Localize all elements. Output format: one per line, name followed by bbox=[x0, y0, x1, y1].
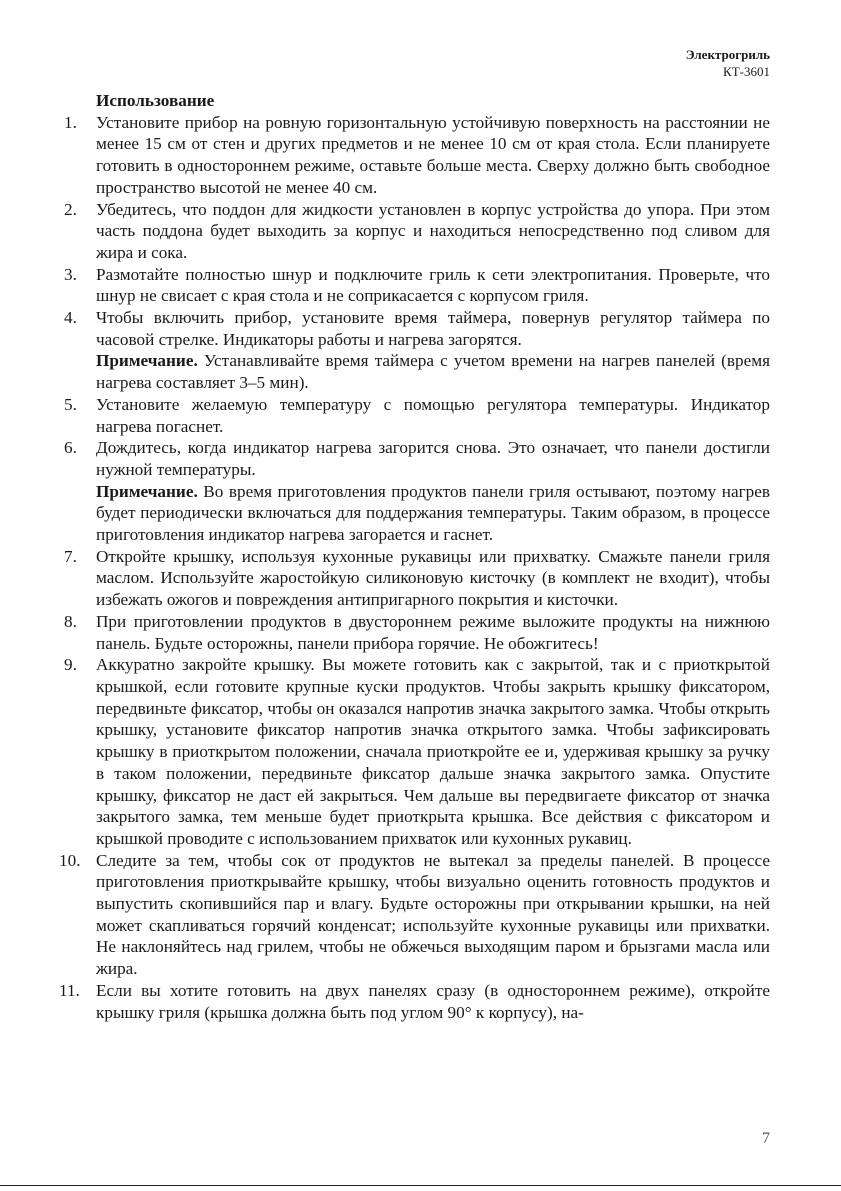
step-number: 5. bbox=[64, 394, 77, 414]
page-bottom-rule bbox=[0, 1185, 841, 1186]
step-number: 2. bbox=[64, 199, 77, 219]
step-text: Следите за тем, чтобы сок от продуктов не вытекал за пределы панелей. В процессе приготовления приоткрывайте крышку, чтобы визуально оценить готовность продуктов и выпустить скопившийся пар и влагу. Будьте осторожны при открывании крышки, на ней может скапливаться горячий конденсат; используйте кухонные рукавицы или прихватки. Не наклоняйтесь над грилем, чтобы не обжечься выходящим паром и брызгами масла или жира. bbox=[96, 850, 770, 979]
step-text: Чтобы включить прибор, установите время таймера, повернув регулятор таймера по часовой стрелке. Индикаторы работы и нагрева загорятся. bbox=[96, 308, 770, 349]
list-item bbox=[64, 199, 770, 264]
steps-list bbox=[59, 112, 771, 1024]
list-item bbox=[64, 611, 770, 654]
page-content bbox=[59, 90, 771, 1023]
page-number: 7 bbox=[762, 1130, 770, 1147]
note-text: Устанавливайте время таймера с учетом времени на нагрев панелей (время нагрева составляет 3–5 мин). bbox=[96, 351, 770, 393]
step-text: Установите желаемую температуру с помощью регулятора температуры. Индикатор нагрева погаснет. bbox=[96, 394, 770, 436]
list-item bbox=[59, 980, 770, 1023]
step-number: 8. bbox=[64, 611, 77, 631]
step-number: 4. bbox=[64, 308, 77, 328]
list-item bbox=[64, 394, 770, 437]
step-number: 9. bbox=[64, 655, 77, 675]
step-text: Дождитесь, когда индикатор нагрева загорится снова. Это означает, что панели достигли нужной температуры. bbox=[96, 438, 770, 479]
step-number: 7. bbox=[64, 546, 77, 566]
list-item bbox=[64, 112, 770, 199]
step-note bbox=[96, 481, 770, 546]
list-item bbox=[64, 264, 770, 307]
step-number: 11. bbox=[59, 980, 80, 1000]
list-item bbox=[64, 437, 770, 546]
model-number: КТ-3601 bbox=[723, 64, 770, 79]
step-number: 6. bbox=[64, 438, 77, 458]
step-number: 3. bbox=[64, 264, 77, 284]
product-name: Электрогриль bbox=[685, 47, 770, 62]
note-text: Во время приготовления продуктов панели гриля остывают, поэтому нагрев будет периодически включаться для поддержания температуры. Таким образом, в процессе приготовления индикатор нагрева загорается и гаснет. bbox=[96, 481, 771, 545]
step-text: Откройте крышку, используя кухонные рукавицы или прихватку. Смажьте панели гриля маслом. Используйте жаростойкую силиконовую кисточку (в комплект не входит), чтобы избежать ожогов и повреждения антипригарного покрытия и кисточки. bbox=[96, 546, 770, 610]
step-text: Если вы хотите готовить на двух панелях сразу (в одностороннем режиме), откройте крышку гриля (крышка должна быть под углом 90° к корпусу), на- bbox=[96, 980, 770, 1022]
list-item bbox=[64, 546, 770, 611]
step-text: Аккуратно закройте крышку. Вы можете готовить как с закрытой, так и с приоткрытой крышкой, если готовите крупные куски продуктов. Чтобы закрыть крышку фиксатором, передвиньте фиксатор, чтобы он оказался напротив значка закрытого замка. Чтобы открыть крышку, установите фиксатор напротив значка открытого замка. Чтобы зафиксировать крышку в приоткрытом положении, сначала приоткройте ее и, удерживая крышку за ручку в таком положении, передвиньте фиксатор дальше значка закрытого замка. Опустите крышку, фиксатор не даст ей закрыться. Чем дальше вы передвигаете фиксатор от значка закрытого замка, тем меньше будет приоткрыта крышка. Все действия с фиксатором и крышкой проводите с использованием прихваток или кухонных рукавиц. bbox=[96, 655, 770, 848]
step-text: Убедитесь, что поддон для жидкости установлен в корпус устройства до упора. При этом часть поддона будет выходить за корпус и находиться непосредственно под сливом для жира и сока. bbox=[96, 199, 770, 262]
step-note bbox=[96, 350, 770, 393]
note-label: Примечание. bbox=[96, 351, 198, 371]
step-text: При приготовлении продуктов в двустороннем режиме выложите продукты на нижнюю панель. Будьте осторожны, панели прибора горячие. Не обожгитесь! bbox=[96, 611, 770, 653]
step-number: 10. bbox=[59, 850, 81, 870]
list-item bbox=[64, 307, 770, 394]
list-item bbox=[64, 654, 770, 849]
step-text: Размотайте полностью шнур и подключите гриль к сети электропитания. Проверьте, что шнур не свисает с края стола и не соприкасается с корпусом гриля. bbox=[96, 264, 770, 306]
step-text: Установите прибор на ровную горизонтальную устойчивую поверхность на расстоянии не менее 15 см от стен и других предметов и не менее 10 см от края стола. Если планируете готовить в одностороннем режиме, оставьте больше места. Сверху должно быть свободное пространство высотой не менее 40 см. bbox=[96, 112, 770, 197]
step-number: 1. bbox=[64, 112, 77, 132]
note-label: Примечание. bbox=[96, 481, 198, 501]
section-title: Использование bbox=[96, 91, 215, 110]
page-header bbox=[686, 46, 770, 80]
list-item bbox=[59, 850, 770, 980]
